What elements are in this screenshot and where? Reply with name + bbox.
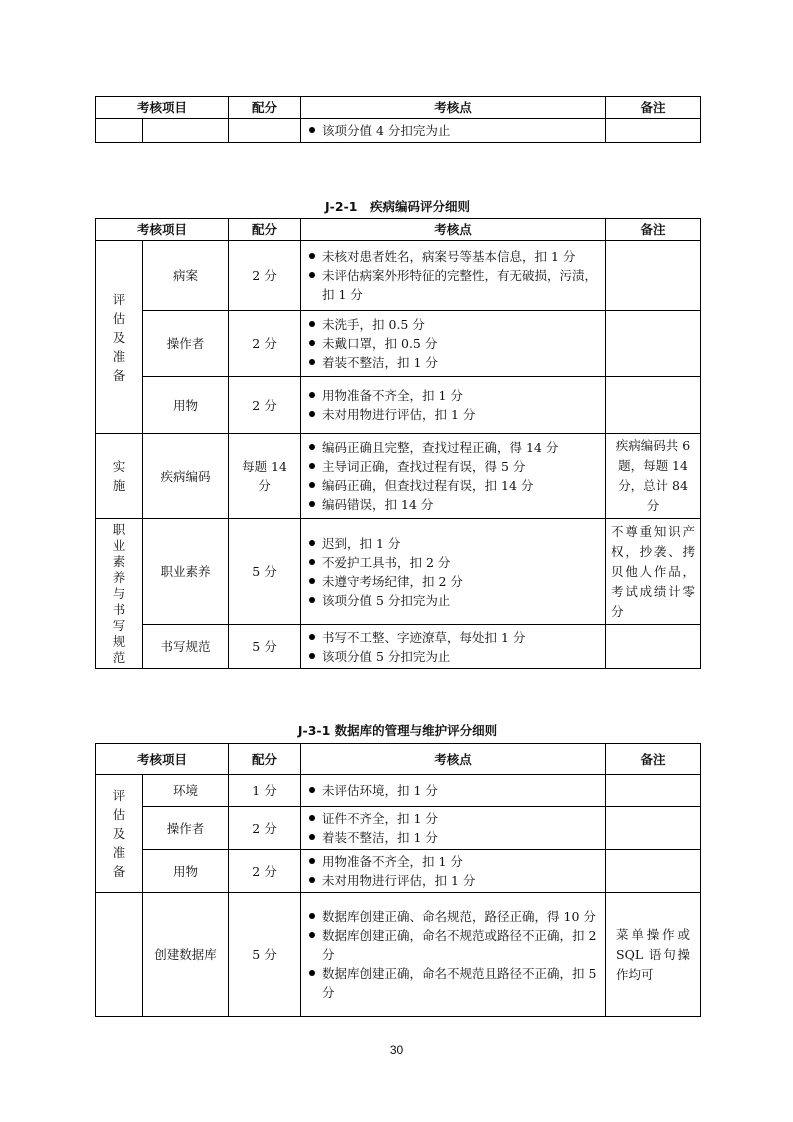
score-cell: 5 分	[229, 625, 301, 669]
table-row	[96, 434, 701, 519]
item-cell: 创建数据库	[143, 893, 229, 1017]
note-cell	[606, 241, 701, 311]
header-score: 配分	[229, 97, 301, 119]
bullet-item: 主导词正确，查找过程有误，得 5 分	[307, 457, 601, 476]
group-cell	[96, 775, 143, 893]
bullet-item: 用物准备不齐全，扣 1 分	[307, 852, 601, 871]
table-header-row	[96, 744, 701, 775]
bullet-item: 证件不齐全，扣 1 分	[307, 809, 601, 828]
bullet-item: 书写不工整、字迹潦草，每处扣 1 分	[307, 628, 601, 647]
points-cell	[301, 434, 606, 519]
item-cell: 职业素养	[143, 519, 229, 625]
header-note: 备注	[606, 219, 701, 241]
item-cell: 书写规范	[143, 625, 229, 669]
item-cell: 操作者	[143, 311, 229, 377]
bullet-item: 编码正确，但查找过程有误，扣 14 分	[307, 476, 601, 495]
header-note: 备注	[606, 744, 701, 775]
item-cell: 疾病编码	[143, 434, 229, 519]
note-cell	[606, 311, 701, 377]
table-caption: J-2-1 疾病编码评分细则	[325, 199, 470, 214]
points-cell	[301, 519, 606, 625]
note-cell: 不尊重知识产权，抄袭、拷贝他人作品，考试成绩计零分	[606, 519, 701, 625]
header-score: 配分	[229, 219, 301, 241]
bullet-item: 着装不整洁，扣 1 分	[307, 353, 601, 372]
bullet-item: 未评估病案外形特征的完整性，有无破损，污渍，扣 1 分	[307, 266, 601, 304]
points-cell	[301, 119, 606, 143]
points-cell	[301, 377, 606, 434]
bullet-item: 未戴口罩，扣 0.5 分	[307, 334, 601, 353]
bullet-item: 该项分值 5 分扣完为止	[307, 647, 601, 666]
points-cell	[301, 311, 606, 377]
disease-coding-table	[95, 218, 701, 669]
bullet-item: 该项分值 5 分扣完为止	[307, 591, 601, 610]
item-cell: 病案	[143, 241, 229, 311]
note-cell	[606, 775, 701, 807]
header-item: 考核项目	[96, 97, 229, 119]
bullet-item: 未核对患者姓名，病案号等基本信息，扣 1 分	[307, 247, 601, 266]
table-caption: J-3-1 数据库的管理与维护评分细则	[297, 723, 498, 738]
bullet-item: 数据库创建正确，命名不规范且路径不正确，扣 5 分	[307, 964, 601, 1002]
score-cell: 2 分	[229, 850, 301, 893]
note-cell	[606, 625, 701, 669]
database-table	[95, 743, 701, 1017]
bullet-item: 用物准备不齐全，扣 1 分	[307, 386, 601, 405]
group-cell	[96, 519, 143, 669]
bullet-item: 不爱护工具书，扣 2 分	[307, 553, 601, 572]
score-cell: 2 分	[229, 241, 301, 311]
bullet-item: 数据库创建正确、命名规范，路径正确，得 10 分	[307, 907, 601, 926]
note-cell	[606, 807, 701, 850]
table-header-row	[96, 219, 701, 241]
bullet-item: 数据库创建正确，命名不规范或路径不正确，扣 2 分	[307, 926, 601, 964]
score-cell: 1 分	[229, 775, 301, 807]
score-cell: 每题 14 分	[229, 434, 301, 519]
bullet-item: 未对用物进行评估，扣 1 分	[307, 405, 601, 424]
table-row	[96, 807, 701, 850]
table-row	[96, 119, 701, 143]
score-cell: 5 分	[229, 893, 301, 1017]
bullet-item: 未遵守考场纪律，扣 2 分	[307, 572, 601, 591]
table-row	[96, 775, 701, 807]
table-row	[96, 625, 701, 669]
group-cell	[96, 119, 143, 143]
score-cell: 2 分	[229, 807, 301, 850]
item-cell: 用物	[143, 850, 229, 893]
group-label: 职业素养与书写规范	[112, 521, 126, 665]
bullet-item: 编码错误，扣 14 分	[307, 495, 601, 514]
header-points: 考核点	[301, 219, 606, 241]
bullet-item: 该项分值 4 分扣完为止	[307, 121, 601, 140]
item-cell: 用物	[143, 377, 229, 434]
points-cell	[301, 241, 606, 311]
group-label: 实施	[112, 459, 126, 493]
table-header-row	[96, 97, 701, 119]
bullet-item: 迟到，扣 1 分	[307, 534, 601, 553]
note-cell: 疾病编码共 6 题，每题 14 分，总计 84 分	[606, 434, 701, 519]
points-cell	[301, 625, 606, 669]
bullet-item: 着装不整洁，扣 1 分	[307, 828, 601, 847]
score-cell: 5 分	[229, 519, 301, 625]
score-cell: 2 分	[229, 377, 301, 434]
table-row	[96, 377, 701, 434]
table-row	[96, 241, 701, 311]
table-row	[96, 850, 701, 893]
header-note: 备注	[606, 97, 701, 119]
table-row	[96, 311, 701, 377]
page-number: 30	[389, 1043, 404, 1057]
header-score: 配分	[229, 744, 301, 775]
points-cell	[301, 850, 606, 893]
score-cell: 2 分	[229, 311, 301, 377]
bullet-item: 未洗手，扣 0.5 分	[307, 315, 601, 334]
header-points: 考核点	[301, 744, 606, 775]
note-cell	[606, 119, 701, 143]
header-item: 考核项目	[96, 219, 229, 241]
item-cell	[143, 119, 229, 143]
group-cell	[96, 241, 143, 434]
points-cell	[301, 807, 606, 850]
points-cell	[301, 775, 606, 807]
group-label: 评估及准备	[112, 788, 126, 879]
table-row	[96, 893, 701, 1017]
header-points: 考核点	[301, 97, 606, 119]
continuation-table	[95, 96, 701, 143]
group-cell	[96, 893, 143, 1017]
bullet-item: 未对用物进行评估，扣 1 分	[307, 871, 601, 890]
table-row	[96, 519, 701, 625]
note-cell	[606, 377, 701, 434]
note-cell	[606, 850, 701, 893]
item-cell: 操作者	[143, 807, 229, 850]
item-cell: 环境	[143, 775, 229, 807]
group-cell	[96, 434, 143, 519]
bullet-item: 未评估环境，扣 1 分	[307, 781, 601, 800]
group-label: 评估及准备	[112, 291, 126, 383]
points-cell	[301, 893, 606, 1017]
header-item: 考核项目	[96, 744, 229, 775]
note-cell: 菜单操作或 SQL 语句操作均可	[606, 893, 701, 1017]
bullet-item: 编码正确且完整，查找过程正确，得 14 分	[307, 438, 601, 457]
score-cell	[229, 119, 301, 143]
